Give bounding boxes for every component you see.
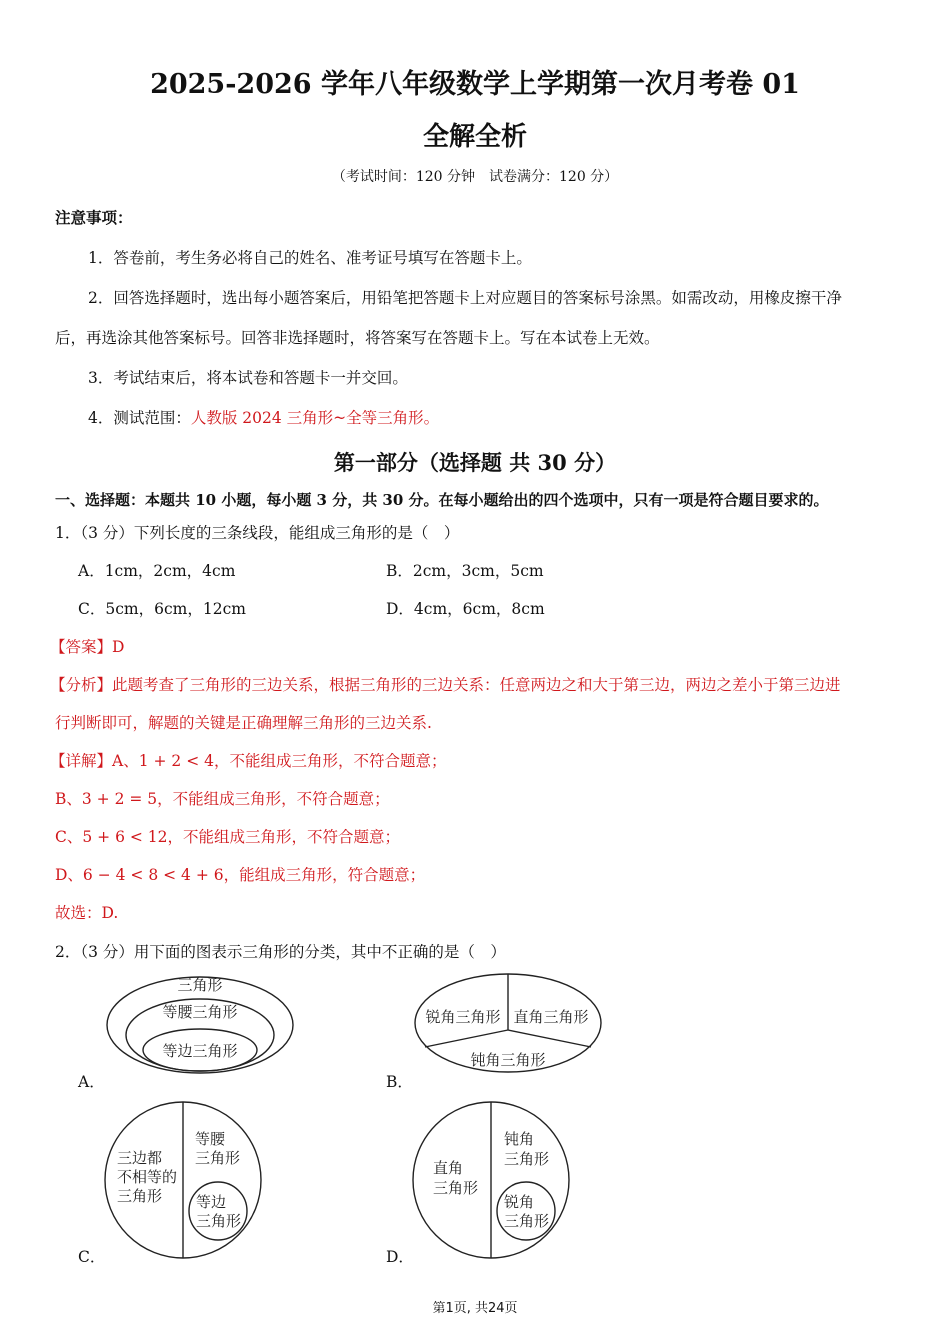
q1-option-b: B．2cm，3cm，5cm	[386, 562, 544, 580]
notice-item-4	[88, 406, 439, 428]
label-equilateral-2: 三角形	[196, 1212, 242, 1230]
circle-inner	[189, 1182, 247, 1240]
q1-stem: 1．（3 分）下列长度的三条线段，能组成三角形的是（ ）	[55, 524, 460, 542]
q2-option-c: C．	[78, 1248, 106, 1266]
label-right-1: 直角	[433, 1159, 464, 1177]
q1-detail-line-1	[50, 749, 446, 771]
q2-option-b: B．	[386, 1073, 413, 1091]
detail-text: A、1 + 2 < 4，不能组成三角形，不符合题意；	[112, 752, 447, 770]
notice-item-2: 2．回答选择题时，选出每小题答案后，用铅笔把答题卡上对应题目的答案标号涂黑。如需改动，用橡皮擦干净	[88, 289, 842, 307]
label-right: 直角三角形	[513, 1008, 589, 1026]
test-scope: 人教版 2024 三角形~全等三角形。	[190, 409, 440, 427]
section-instruction: 一、选择题：本题共 10 小题，每小题 3 分，共 30 分。在每小题给出的四个选项中，只有一项是符合题目要求的。	[55, 491, 829, 509]
label-equilateral-1: 等边	[196, 1193, 227, 1211]
section-title: 第一部分（选择题 共 30 分）	[333, 450, 617, 475]
label-triangle: 三角形	[177, 976, 223, 994]
q1-analysis-line-1	[50, 673, 841, 695]
q1-option-c: C．5cm，6cm，12cm	[78, 600, 246, 618]
document-subtitle: 全解全析	[422, 122, 527, 152]
diagram-d	[408, 1098, 578, 1263]
label-scalene-2: 不相等的	[117, 1168, 178, 1186]
notice-item-2-cont: 后，再选涂其他答案标号。回答非选择题时，将答案写在答题卡上。写在本试卷上无效。	[55, 329, 660, 347]
q2-stem: 2．（3 分）用下面的图表示三角形的分类，其中不正确的是（ ）	[55, 943, 506, 961]
label-obtuse-1: 钝角	[504, 1130, 535, 1148]
divider-right	[508, 1030, 591, 1047]
document-title: 2025-2026 学年八年级数学上学期第一次月考卷 01	[150, 69, 800, 100]
q1-option-d: D．4cm，6cm，8cm	[386, 600, 545, 618]
q2-option-d: D．	[386, 1248, 414, 1266]
q1-detail-line-2: B、3 + 2 = 5，不能组成三角形，不符合题意；	[55, 790, 390, 808]
analysis-text: 此题考查了三角形的三边关系，根据三角形的三边关系：任意两边之和大于第三边，两边之差小于第三边进	[112, 676, 841, 694]
q1-conclusion: 故选：D.	[55, 904, 119, 922]
q1-detail-line-3: C、5 + 6 < 12，不能组成三角形，不符合题意；	[55, 828, 400, 846]
divider-left	[425, 1030, 508, 1047]
circle-inner	[497, 1182, 555, 1240]
label-isosceles: 等腰三角形	[162, 1003, 238, 1021]
notice-item-1: 1．答卷前，考生务必将自己的姓名、准考证号填写在答题卡上。	[88, 249, 532, 267]
notice-item-3: 3．考试结束后，将本试卷和答题卡一并交回。	[88, 369, 408, 387]
label-right-2: 三角形	[433, 1179, 479, 1197]
label-acute: 锐角三角形	[425, 1008, 501, 1026]
notice-heading: 注意事项：	[55, 208, 133, 227]
label-obtuse: 钝角三角形	[470, 1051, 546, 1069]
q1-option-a: A．1cm，2cm，4cm	[78, 562, 236, 580]
label-isosceles-2: 三角形	[195, 1149, 241, 1167]
label-scalene-3: 三角形	[117, 1187, 163, 1205]
answer-tag: 【答案】	[50, 638, 113, 656]
label-equilateral: 等边三角形	[162, 1042, 238, 1060]
label-scalene-1: 三边都	[117, 1149, 163, 1167]
label-obtuse-2: 三角形	[504, 1150, 550, 1168]
diagram-b	[408, 968, 608, 1080]
q2-option-a: A．	[78, 1073, 105, 1091]
analysis-tag: 【分析】	[50, 676, 113, 694]
page-footer: 第1页, 共24页	[432, 1301, 518, 1316]
q1-answer	[50, 635, 124, 657]
label-acute-1: 锐角	[504, 1193, 535, 1211]
diagram-c	[100, 1098, 270, 1263]
label-acute-2: 三角形	[504, 1212, 550, 1230]
detail-tag: 【详解】	[50, 752, 113, 770]
answer-value: D	[112, 638, 125, 656]
exam-info: （考试时间：120 分钟 试卷满分：120 分）	[331, 169, 619, 185]
diagram-a	[100, 970, 300, 1082]
label-isosceles-1: 等腰	[195, 1130, 226, 1148]
notice-item-4-prefix: 4．测试范围：	[88, 409, 191, 427]
q1-analysis-line-2: 行判断即可，解题的关键是正确理解三角形的三边关系.	[55, 714, 432, 732]
q1-detail-line-4: D、6 − 4 < 8 < 4 + 6，能组成三角形，符合题意；	[55, 866, 426, 884]
